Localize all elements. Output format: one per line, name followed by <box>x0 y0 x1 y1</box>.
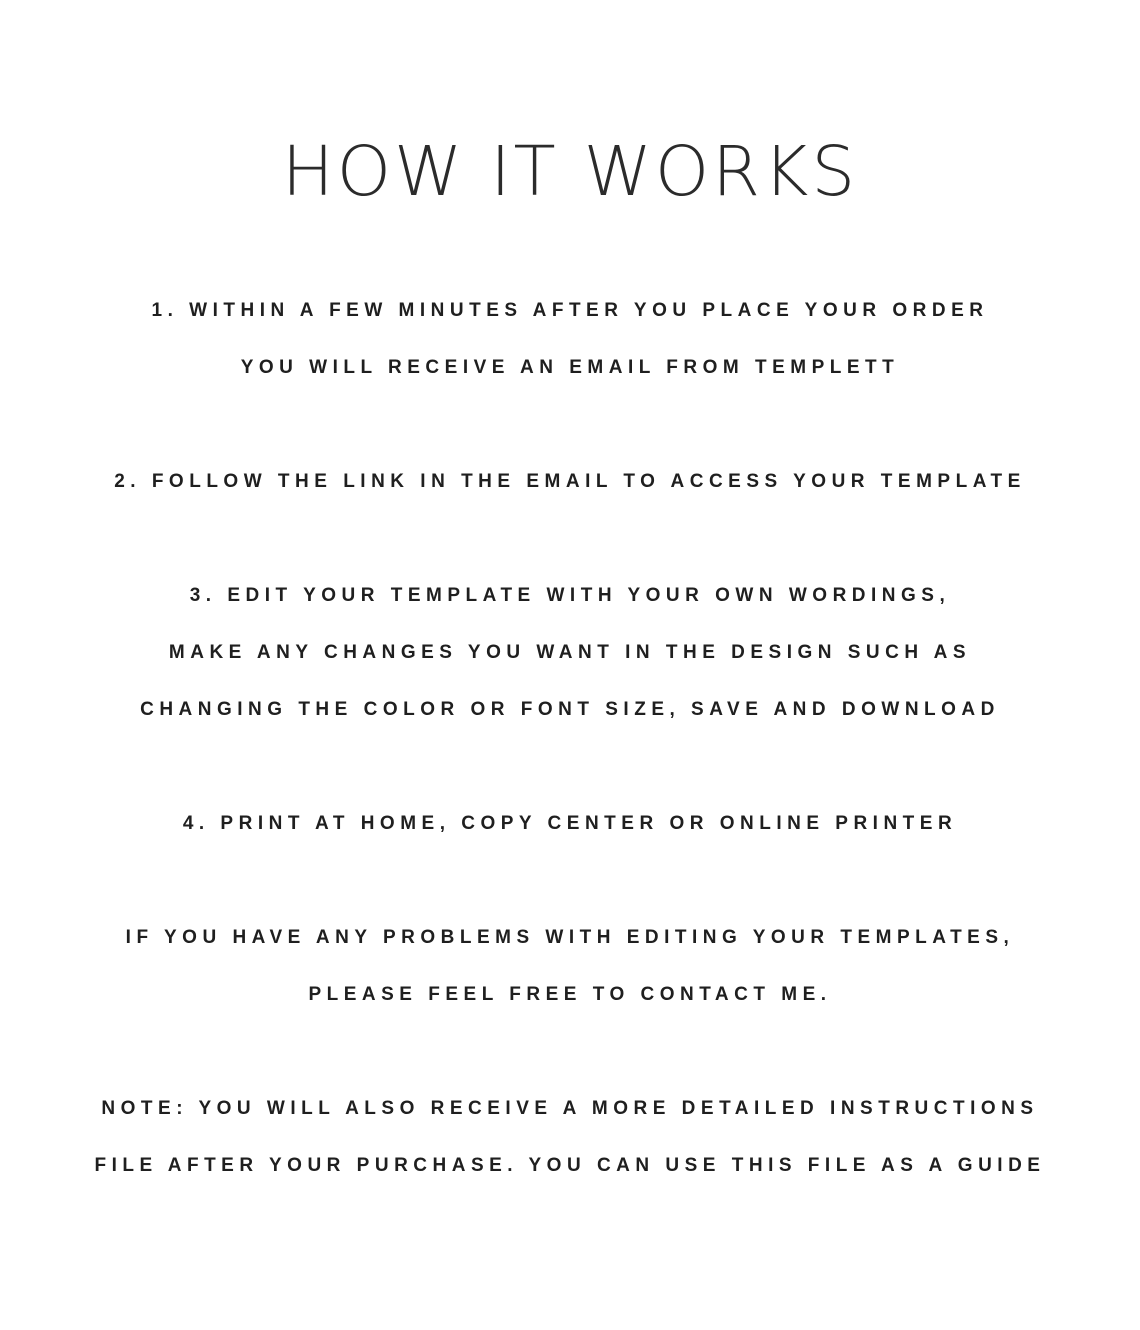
instruction-line: FILE AFTER YOUR PURCHASE. YOU CAN USE THIS FILE AS A GUIDE <box>94 1155 1046 1176</box>
step-2-paragraph <box>0 453 1140 510</box>
instruction-line: CHANGING THE COLOR OR FONT SIZE, SAVE AND DOWNLOAD <box>140 699 1000 720</box>
instructions-content <box>0 282 1140 1194</box>
instruction-line: NOTE: YOU WILL ALSO RECEIVE A MORE DETAILED INSTRUCTIONS <box>101 1098 1039 1119</box>
instruction-line: 2. FOLLOW THE LINK IN THE EMAIL TO ACCESS YOUR TEMPLATE <box>114 471 1026 492</box>
instruction-line: 1. WITHIN A FEW MINUTES AFTER YOU PLACE YOUR ORDER <box>151 300 989 321</box>
instruction-line: IF YOU HAVE ANY PROBLEMS WITH EDITING YOUR TEMPLATES, <box>125 927 1015 948</box>
contact-paragraph <box>0 909 1140 1023</box>
step-1-paragraph <box>0 282 1140 396</box>
page-title: HOW IT WORKS <box>281 132 859 212</box>
instruction-line: MAKE ANY CHANGES YOU WANT IN THE DESIGN SUCH AS <box>168 642 972 663</box>
instruction-line: YOU WILL RECEIVE AN EMAIL FROM TEMPLETT <box>240 357 900 378</box>
step-4-paragraph <box>0 795 1140 852</box>
instruction-line: PLEASE FEEL FREE TO CONTACT ME. <box>308 984 832 1005</box>
step-3-paragraph <box>0 567 1140 738</box>
instruction-line: 4. PRINT AT HOME, COPY CENTER OR ONLINE PRINTER <box>182 813 958 834</box>
note-paragraph <box>0 1080 1140 1194</box>
instruction-line: 3. EDIT YOUR TEMPLATE WITH YOUR OWN WORDINGS, <box>189 585 951 606</box>
